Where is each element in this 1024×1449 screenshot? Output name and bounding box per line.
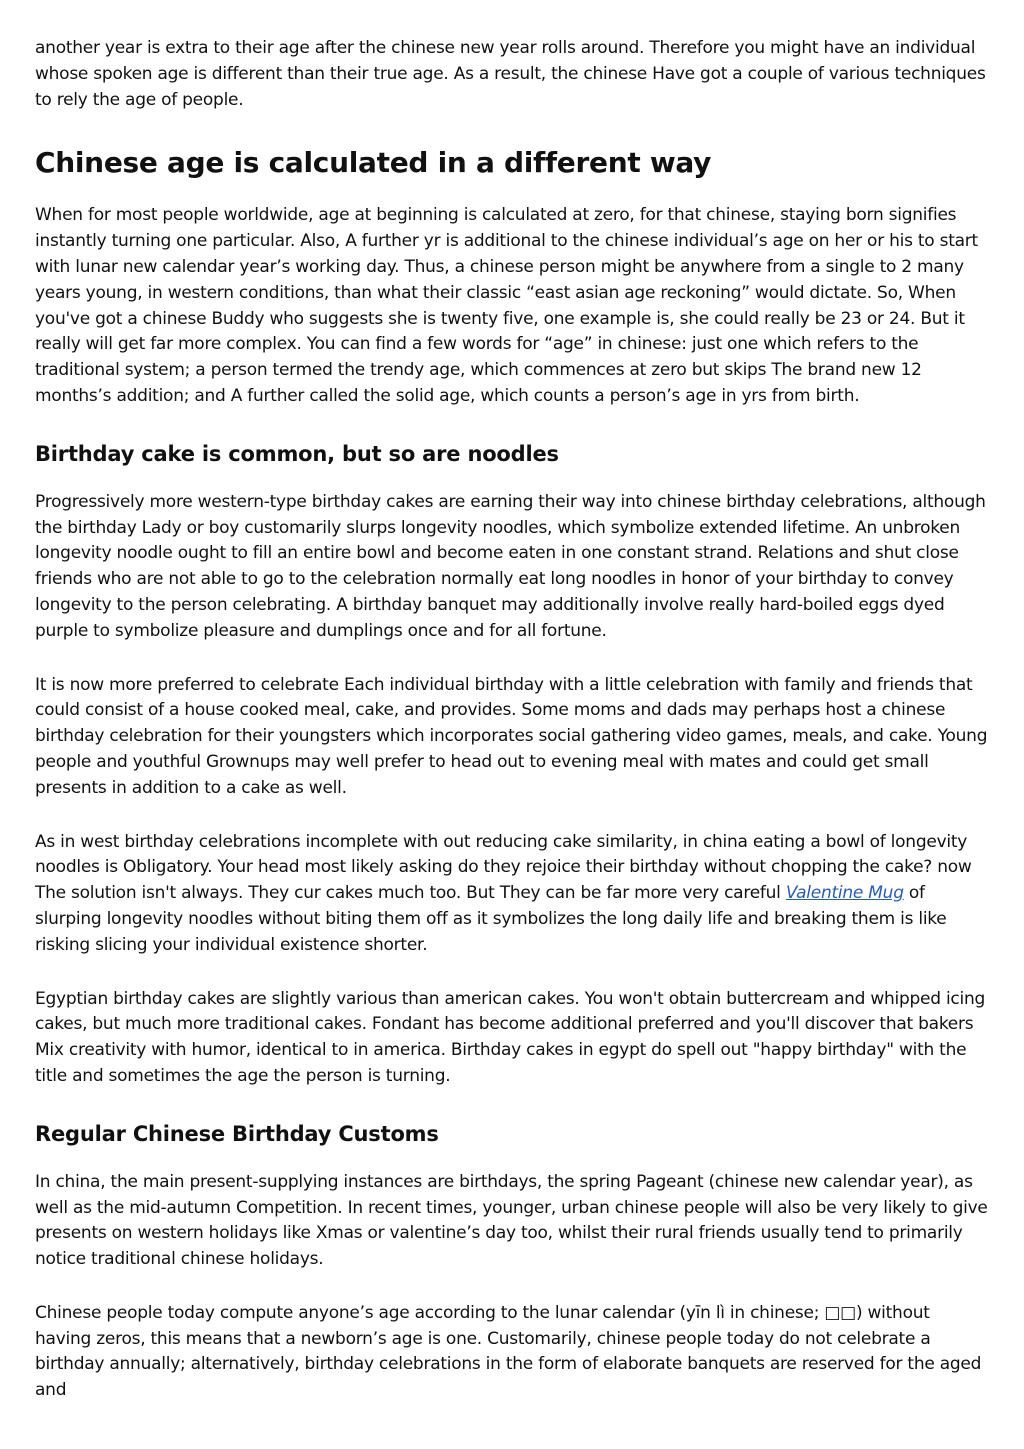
paragraph-longevity-noodles bbox=[35, 830, 989, 959]
section-heading-birthday-cake: Birthday cake is common, but so are noodles bbox=[35, 441, 559, 466]
paragraph-text-before-link: As in west birthday celebrations incomplete with out reducing cake similarity, in china eating a bowl of longevity noodles is Obligatory. Your head most likely asking do they rejoice their birthday without chopping the cake? now The solution isn't always. They cur cakes much too. But They can be far more very careful bbox=[35, 831, 972, 904]
paragraph-egyptian-cakes: Egyptian birthday cakes are slightly various than american cakes. You won't obtain buttercream and whipped icing cakes, but much more traditional cakes. Fondant has become additional preferred and you'll discover that bakers Mix creativity with humor, identical to in america. Birthday cakes in egypt do spell out "happy birthday" with the title and sometimes the age the person is turning. bbox=[35, 988, 986, 1086]
section-heading-chinese-age: Chinese age is calculated in a different way bbox=[35, 146, 712, 180]
section-heading-birthday-customs: Regular Chinese Birthday Customs bbox=[35, 1121, 439, 1146]
paragraph-text-after-link: of slurping longevity noodles without biting them off as it symbolizes the long daily life and breaking them is like risking slicing your individual existence shorter. bbox=[35, 883, 947, 955]
paragraph-cakes-noodles: Progressively more western-type birthday cakes are earning their way into chinese birthday celebrations, although the birthday Lady or boy customarily slurps longevity noodles, which symbolize extended lifetime. An unbroken longevity noodle ought to fill an entire bowl and become eaten in one constant strand. Relations and shut close friends who are not able to go to the celebration normally eat long noodles in honor of your birthday to convey longevity to the person celebrating. A birthday banquet may additionally involve really hard-boiled eggs dyed purple to symbolize pleasure and dumplings once and for all fortune. bbox=[35, 491, 986, 641]
paragraph-gift-occasions: In china, the main present-supplying instances are birthdays, the spring Pageant (chinese new calendar year), as well as the mid-autumn Competition. In recent times, younger, urban chinese people will also be very likely to give presents on western holidays like Xmas or valentine’s day too, whilst their rural friends usually tend to primarily notice traditional chinese holidays. bbox=[35, 1171, 988, 1270]
paragraph-celebrations: It is now more preferred to celebrate Each individual birthday with a little celebration with family and friends that could consist of a house cooked meal, cake, and provides. Some moms and dads may perhaps host a chinese birthday celebration for their youngsters which incorporates social gathering video games, meals, and cake. Young people and youthful Grownups may well prefer to head out to evening meal with mates and could get small presents in addition to a cake as well. bbox=[35, 674, 988, 798]
paragraph-lunar-age: Chinese people today compute anyone’s age according to the lunar calendar (yīn lì in chinese; □□) without having zeros, this means that a newborn’s age is one. Customarily, chinese people today do not celebrate a birthday annually; alternatively, birthday celebrations in the form of elaborate banquets are reserved for the aged and bbox=[35, 1302, 982, 1401]
valentine-mug-link[interactable]: Valentine Mug bbox=[785, 883, 904, 904]
paragraph-chinese-age: When for most people worldwide, age at beginning is calculated at zero, for that chinese, staying born signifies instantly turning one particular. Also, A further yr is additional to the chinese individual’s age on her or his to start with lunar new calendar year’s working day. Thus, a chinese person might be anywhere from a single to 2 many years young, in western conditions, than what their classic “east asian age reckoning” would dictate. So, When you've got a chinese Buddy who suggests she is twenty five, one example is, she could really be 23 or 24. But it really will get far more complex. You can find a few words for “age” in chinese: just one which refers to the traditional system; a person termed the trendy age, which commences at zero but skips The brand new 12 months’s addition; and A further called the solid age, which counts a person’s age in yrs from birth. bbox=[35, 205, 978, 406]
intro-paragraph: another year is extra to their age after the chinese new year rolls around. Therefore you might have an individual whose spoken age is different than their true age. As a result, the chinese Have got a couple of various techniques to rely the age of people. bbox=[35, 38, 986, 110]
